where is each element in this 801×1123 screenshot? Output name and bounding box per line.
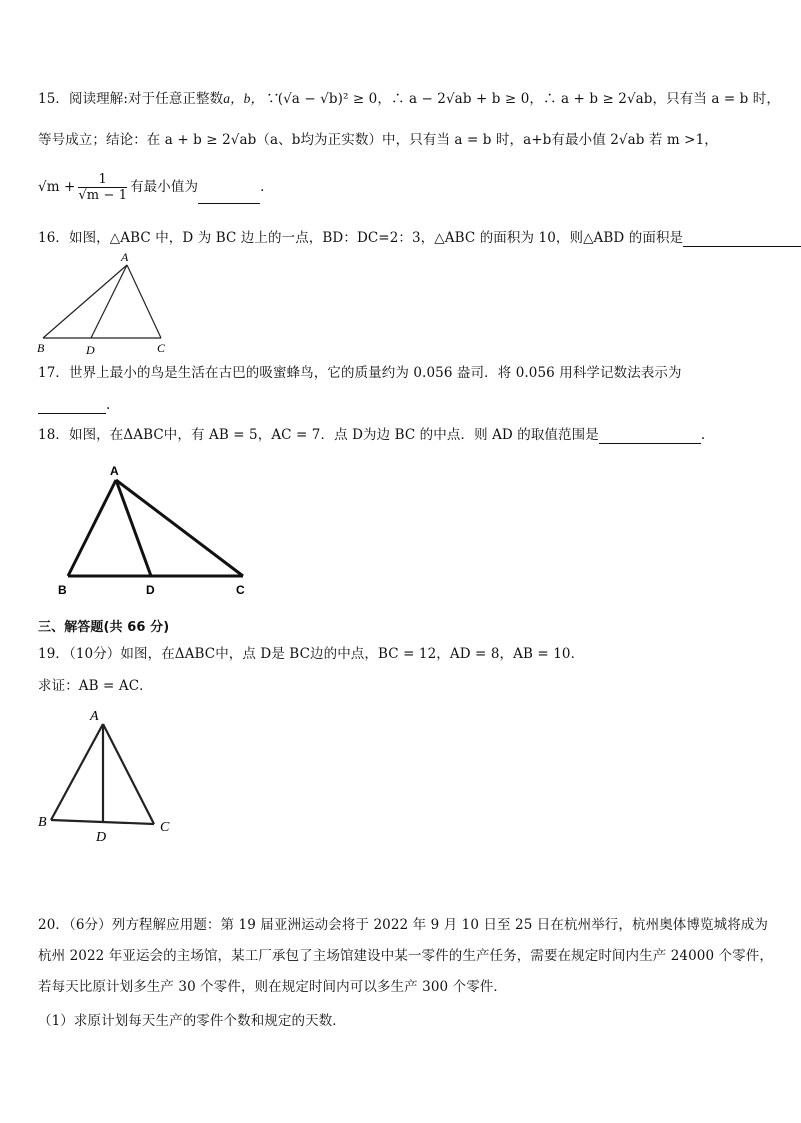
q19-label-b: B (38, 815, 47, 830)
q17-question: 17．世界上最小的鸟是生活在古巴的吸蜜蜂鸟，它的质量约为 0.056 盎司．将 0.056 用科学记数法表示为 (38, 365, 682, 381)
q18-label-a: A (110, 464, 119, 478)
q19-label-d: D (96, 830, 107, 845)
q18-label-d: D (146, 583, 155, 597)
q20-line1: 20．（6分）列方程解应用题：第 19 届亚洲运动会将于 2022 年 9 月 10 日至 25 日在杭州举行，杭州奥体博览城将成为 (38, 917, 769, 933)
q15-line3 (38, 170, 264, 204)
q16-question (38, 229, 801, 247)
q19-question: 19．（10分）如图，在ΔABC中，点 D是 BC边的中点，BC = 12，AD = 8，AB = 10． (38, 646, 585, 662)
q20-line2: 杭州 2022 年亚运会的主场馆，某工厂承包了主场馆建设中某一零件的生产任务，需要在规定时间内生产 24000 个零件， (38, 948, 773, 964)
q16-triangle-figure (34, 250, 164, 356)
q15-line2: 等号成立；结论：在 a + b ≥ 2√ab（a、b均为正实数）中，只有当 a = b 时，a+b有最小值 2√ab 若 m >1， (38, 132, 718, 148)
q16-label-a: A (121, 250, 129, 264)
q16-label-b: B (37, 341, 45, 355)
q17-end: . (106, 397, 111, 413)
q18-end: . (700, 427, 706, 443)
q18-question (38, 426, 705, 444)
q17-answer-blank[interactable] (38, 399, 106, 414)
q15-line3-end: . (260, 179, 265, 195)
q17-answer-line (38, 396, 110, 414)
q16-side-ab (43, 265, 127, 338)
q20-line3: 若每天比原计划多生产 30 个零件，则在规定时间内可以多生产 300 个零件． (38, 979, 508, 995)
q16-text: 16．如图，△ABC 中，D 为 BC 边上的一点，BD：DC=2：3，△ABC 的面积为 10，则△ABD 的面积是 (38, 230, 684, 246)
q19-label-a: A (90, 709, 99, 724)
q19-prove: 求证：AB = AC． (38, 678, 153, 694)
q18-triangle-figure (54, 460, 274, 600)
q15-line1-text-b: a，b，∵ (223, 91, 278, 106)
q16-label-c: C (157, 341, 166, 355)
q19-label-c: C (160, 820, 170, 835)
q16-label-d: D (86, 343, 95, 357)
q19-triangle-figure (34, 704, 184, 844)
q15-expr-lead: √m + (38, 179, 76, 195)
q15-line1-text-a: 15．阅读理解:对于任意正整数 (38, 91, 224, 107)
section-three-title: 三、解答题(共 66 分) (38, 620, 170, 635)
q19-side-ac (103, 724, 154, 824)
q16-answer-blank[interactable] (683, 232, 801, 247)
q18-label-c: C (236, 583, 245, 597)
q15-line1 (38, 90, 780, 108)
q18-label-b: B (58, 583, 67, 597)
q15-fraction (78, 172, 127, 204)
q16-side-ac (127, 265, 161, 338)
q20-subquestion-1: （1）求原计划每天生产的零件个数和规定的天数． (38, 1013, 346, 1029)
q16-segment-ad (91, 265, 127, 338)
q18-text: 18．如图，在ΔABC中，有 AB = 5，AC = 7．点 D为边 BC 的中点．则 AD 的取值范围是 (38, 427, 599, 443)
q15-answer-blank[interactable] (198, 189, 260, 204)
q15-line3-tail: 有最小值为 (130, 179, 199, 195)
q15-frac-numerator: 1 (78, 172, 127, 188)
q18-side-ab (68, 480, 116, 576)
q15-frac-denominator: √m − 1 (78, 187, 128, 203)
q18-answer-blank[interactable] (599, 429, 701, 444)
q19-side-ab (51, 724, 103, 820)
q15-line1-text-c: (√a − √b)² ≥ 0，∴ a − 2√ab + b ≥ 0，∴ a + b ≥ 2√ab，只有当 a = b 时， (277, 91, 781, 107)
